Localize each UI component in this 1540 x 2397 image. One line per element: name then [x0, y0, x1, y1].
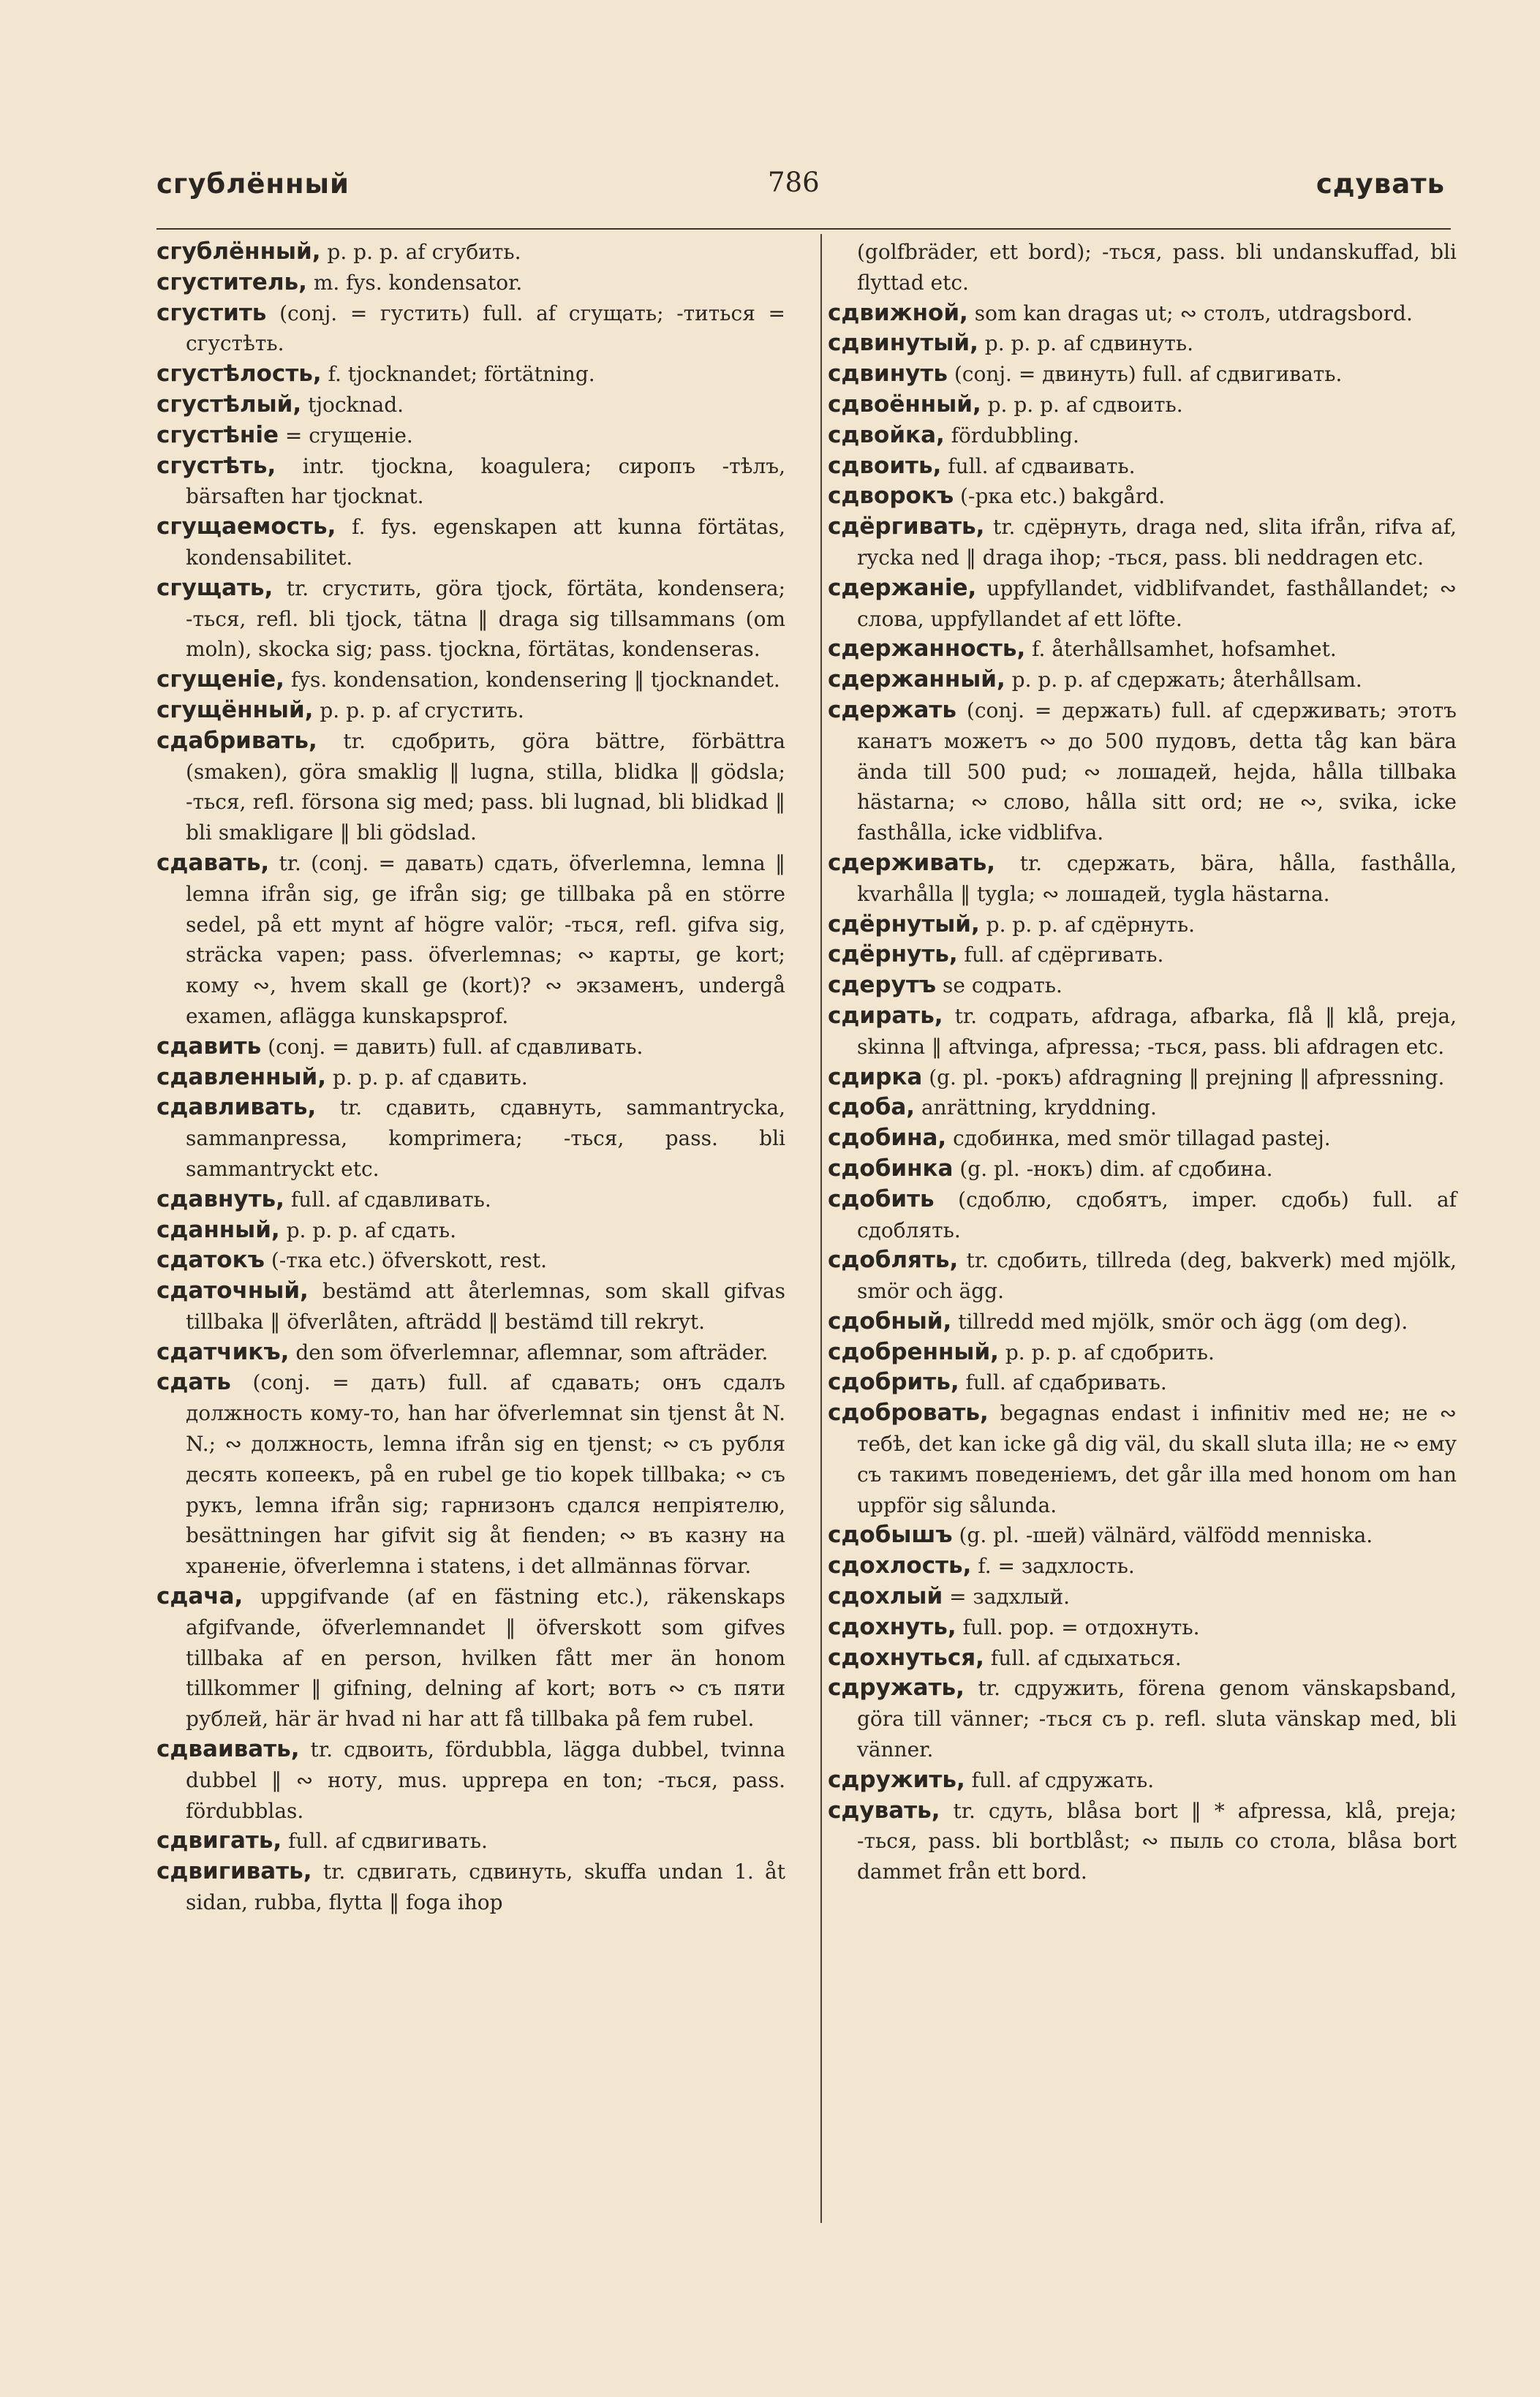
entry-definition: tjocknad. — [301, 392, 404, 417]
entry-definition: full. af сдвигивать. — [282, 1829, 488, 1854]
dictionary-entry — [828, 1796, 1457, 1887]
entry-headword: сдавнуть, — [156, 1185, 284, 1212]
dictionary-entry — [156, 726, 785, 848]
entry-definition: tr. сдержать, bära, hålla, fasthålla, kvarhålla ‖ tygla; ∾ лошадей, tygla hästarna. — [857, 850, 1457, 906]
entry-definition: (g. pl. -шей) välnärd, välfödd menniska. — [952, 1523, 1373, 1548]
entry-headword: сгущеніе, — [156, 666, 284, 693]
entry-definition: tr. сдавить, сдавнуть, sammantrycka, sammanpressa, komprimera; -ться, pass. bli sammantryckt etc. — [186, 1095, 785, 1181]
dictionary-entry — [828, 1062, 1457, 1093]
dictionary-entry — [156, 665, 785, 695]
entry-definition: full. af сдружать. — [965, 1767, 1155, 1792]
dictionary-entry — [828, 1001, 1457, 1062]
entry-definition: full. af сдабривать. — [959, 1370, 1167, 1395]
entry-headword: сдержать — [828, 696, 956, 723]
dictionary-entry — [156, 1734, 785, 1826]
entry-headword: сдерживать, — [828, 849, 996, 876]
entry-headword: сдвигать, — [156, 1827, 282, 1854]
entry-definition: tr. сдвоить, fördubbla, lägga dubbel, tvinna dubbel ‖ ∾ ноту, mus. upprepa en ton; -ться, pass. fördubblas. — [186, 1737, 785, 1823]
entry-headword: сгущаемость, — [156, 513, 336, 540]
dictionary-entry — [156, 1857, 785, 1918]
dictionary-entry — [156, 1337, 785, 1368]
entry-headword: сгублённый, — [156, 238, 321, 265]
entry-headword: сдача, — [156, 1583, 244, 1610]
entry-definition: (golfbräder, ett bord); -ться, pass. bli undanskuffad, bli flyttad etc. — [857, 240, 1457, 295]
dictionary-entry — [156, 1062, 785, 1093]
dictionary-entry — [828, 328, 1457, 359]
entry-headword: сдирать, — [828, 1002, 943, 1029]
dictionary-entry — [828, 451, 1457, 482]
dictionary-entry — [828, 573, 1457, 635]
dictionary-entry — [828, 298, 1457, 329]
entry-definition: begagnas endast i infinitiv med не; не ∾ тебѣ, det kan icke gå dig väl, du skall sluta illa; не ∾ ему съ такимъ поведеніемъ, det går illa med honom om han uppför sig sålunda. — [857, 1401, 1457, 1517]
dictionary-entry — [828, 1673, 1457, 1764]
entry-definition: сдобинка, med smör tillagad pastej. — [946, 1126, 1331, 1151]
entry-headword: сдавать, — [156, 849, 270, 876]
entry-headword: сдохнуться, — [828, 1644, 984, 1671]
entry-headword: сдобровать, — [828, 1400, 989, 1427]
dictionary-entry — [828, 970, 1457, 1001]
dictionary-entry — [156, 451, 785, 513]
dictionary-entry — [156, 512, 785, 573]
entry-definition: tr. сгустить, göra tjock, förtäta, kondensera; -ться, refl. bli tjock, tätna ‖ draga sig tillsammans (om moln), skocka sig; pass. tjockna, förtätas, kondenseras. — [186, 575, 785, 662]
entry-headword: сдворокъ — [828, 483, 954, 510]
entry-definition: m. fys. kondensator. — [306, 270, 523, 295]
dictionary-entry — [156, 1826, 785, 1857]
entry-definition: bestämd att återlemnas, som skall gifvas tillbaka ‖ öfverlåten, afträdd ‖ bestämd till rekryt. — [186, 1279, 785, 1334]
dictionary-entry — [828, 1643, 1457, 1674]
dictionary-entry — [156, 1367, 785, 1582]
dictionary-entry — [156, 390, 785, 420]
entry-headword: сдобышъ — [828, 1522, 953, 1549]
entry-definition: uppgifvande (af en fästning etc.), räkenskaps afgifvande, öfverlemnandet ‖ öfverskott som gifves tillbaka af en person, hvilken fått mer än honom tillkommer ‖ gifning, delning af kort; вотъ ∾ съ пяти рублей, här är hvad ni har att få tillbaka på fem rubel. — [186, 1585, 785, 1732]
entry-definition: = задхлый. — [943, 1585, 1071, 1609]
left-column — [156, 237, 785, 1918]
dictionary-entry — [156, 1582, 785, 1734]
entry-definition: full. af сдваивать. — [941, 453, 1136, 478]
entry-definition: f. = задхлость. — [971, 1554, 1135, 1579]
dictionary-entry — [156, 298, 785, 360]
entry-headword: сгущённый, — [156, 696, 314, 723]
dictionary-entry — [828, 1612, 1457, 1643]
entry-definition: tr. сдружить, förena genom vänskapsband, göra till vänner; -ться съ p. refl. sluta vänskap med, bli vänner. — [857, 1676, 1457, 1762]
dictionary-entry — [828, 695, 1457, 848]
entry-headword: сдвинуть — [828, 361, 948, 388]
entry-headword: сгуститель, — [156, 268, 307, 295]
entry-headword: сдержанность, — [828, 635, 1026, 663]
entry-definition: se содрать. — [936, 973, 1062, 998]
right-column — [828, 237, 1457, 1887]
dictionary-entry — [828, 1520, 1457, 1551]
dictionary-entry — [828, 1154, 1457, 1185]
entry-definition: p. p. p. af сгустить. — [313, 698, 524, 722]
entry-definition: p. p. p. af сдержать; återhållsam. — [1005, 668, 1362, 692]
entry-headword: сдувать, — [828, 1797, 940, 1824]
entry-definition: full. af сдыхаться. — [984, 1645, 1182, 1670]
entry-headword: сдёрнутый, — [828, 910, 980, 937]
column-divider — [820, 234, 822, 2223]
entry-headword: сдобный, — [828, 1307, 952, 1335]
entry-definition: p. p. p. af сгубить. — [320, 240, 521, 264]
entry-headword: сдвижной, — [828, 299, 968, 326]
entry-headword: сдавить — [156, 1033, 262, 1060]
entry-definition: (g. pl. -рокъ) afdragning ‖ prejning ‖ afpressning. — [922, 1065, 1445, 1090]
entry-headword: сдабривать, — [156, 727, 317, 754]
dictionary-entry — [828, 1337, 1457, 1368]
entry-headword: сдобрить, — [828, 1369, 959, 1396]
entry-headword: сдёрнуть, — [828, 941, 958, 968]
dictionary-entry — [828, 1092, 1457, 1123]
entry-definition: p. p. p. af сдать. — [279, 1218, 456, 1242]
entry-headword: сдобить — [828, 1185, 935, 1212]
dictionary-entry — [828, 665, 1457, 695]
dictionary-entry — [828, 1398, 1457, 1520]
entry-headword: сдать — [156, 1369, 231, 1396]
dictionary-entry — [156, 420, 785, 451]
entry-definition: (conj. = держать) full. af сдерживать; этотъ канатъ можетъ ∾ до 500 пудовъ, detta tåg kan bära ända till 500 pud; ∾ лошадей, hejda, hålla tillbaka hästarna; ∾ слово, hålla sitt ord; не ∾, svika, icke fasthålla, icke vidblifva. — [857, 698, 1457, 845]
entry-definition: uppfyllandet, vidblifvandet, fasthållandet; ∾ слова, uppfyllandet af ett löfte. — [857, 575, 1457, 631]
dictionary-entry — [828, 1582, 1457, 1612]
entry-definition: fördubbling. — [944, 423, 1079, 448]
dictionary-entry — [828, 481, 1457, 512]
entry-definition: p. p. p. af сдвинуть. — [978, 331, 1194, 356]
entry-headword: сгустѣть, — [156, 452, 276, 479]
dictionary-entry — [156, 1032, 785, 1062]
entry-definition: (conj. = густить) full. af сгущать; -титься = сгустѣть. — [186, 301, 785, 356]
entry-headword: сдержаніе, — [828, 574, 977, 601]
entry-definition: som kan dragas ut; ∾ столъ, utdragsbord. — [967, 301, 1413, 325]
entry-headword: сдержанный, — [828, 666, 1005, 693]
dictionary-entry — [156, 573, 785, 665]
entry-headword: сдвоённый, — [828, 390, 981, 418]
entry-definition: tr. сдёрнуть, draga ned, slita ifrån, rifva af, rycka ned ‖ draga ihop; -ться, pass. bli neddragen etc. — [857, 515, 1457, 570]
header-left-word: сгублённый — [156, 168, 350, 200]
dictionary-entry — [828, 237, 1457, 298]
dictionary-entry — [828, 1551, 1457, 1582]
entry-headword: сдавливать, — [156, 1094, 317, 1121]
entry-headword: сдружить, — [828, 1766, 965, 1793]
entry-headword: сгустѣлый, — [156, 390, 302, 418]
entry-headword: сдёргивать, — [828, 513, 985, 540]
entry-headword: сдвигивать, — [156, 1858, 312, 1885]
entry-definition: anrättning, kryddning. — [915, 1095, 1157, 1120]
entry-definition: tillredd med mjölk, smör och ägg (om deg). — [951, 1309, 1408, 1334]
entry-headword: сдвоить, — [828, 452, 942, 479]
entry-headword: сдружать, — [828, 1675, 965, 1702]
entry-definition: (-тка etc.) öfverskott, rest. — [264, 1248, 548, 1273]
entry-headword: сдобренный, — [828, 1338, 999, 1365]
header-right-word: сдувать — [1316, 168, 1445, 200]
entry-definition: (g. pl. -нокъ) dim. af сдобина. — [953, 1156, 1273, 1181]
dictionary-entry — [828, 910, 1457, 940]
entry-definition: (conj. = давить) full. af сдавливать. — [261, 1034, 643, 1059]
dictionary-entry — [156, 359, 785, 390]
entry-headword: сдваивать, — [156, 1736, 300, 1763]
entry-definition: tr. содрать, afdraga, afbarka, flå ‖ klå, preja, skinna ‖ aftvinga, afpressa; -ться, pass. bli afdragen etc. — [857, 1003, 1457, 1059]
entry-headword: сгустѣніе — [156, 421, 279, 448]
entry-definition: p. p. p. af сдёрнуть. — [979, 912, 1195, 937]
entry-headword: сдобина, — [828, 1125, 947, 1152]
entry-headword: сдоблять, — [828, 1247, 959, 1274]
entry-headword: сдавленный, — [156, 1063, 327, 1090]
dictionary-entry — [156, 1185, 785, 1215]
entry-headword: сдоба, — [828, 1094, 916, 1121]
dictionary-entry — [828, 390, 1457, 420]
dictionary-entry — [828, 1245, 1457, 1307]
page-number: 786 — [768, 167, 820, 198]
entry-headword: сдерутъ — [828, 972, 937, 999]
header-rule — [156, 228, 1451, 230]
entry-definition: f. tjocknandet; förtätning. — [321, 362, 595, 387]
entry-headword: сдатчикъ, — [156, 1338, 290, 1365]
entry-definition: full. pop. = отдохнуть. — [956, 1615, 1200, 1639]
entry-definition: tr. сдуть, blåsa bort ‖ * afpressa, klå, preja; -ться, pass. bli bortblåst; ∾ пыль со стола, blåsa bort dammet från ett bord. — [857, 1798, 1457, 1884]
dictionary-entry — [828, 1367, 1457, 1398]
entry-headword: сгустѣлость, — [156, 361, 322, 388]
entry-definition: full. af сдавливать. — [284, 1187, 491, 1212]
dictionary-entry — [156, 1276, 785, 1337]
dictionary-entry — [828, 420, 1457, 451]
entry-definition: den som öfverlemnar, aflemnar, som afträder. — [289, 1340, 769, 1364]
entry-definition: f. återhållsamhet, hofsamhet. — [1025, 637, 1337, 662]
entry-headword: сдохнуть, — [828, 1613, 956, 1640]
dictionary-entry — [828, 634, 1457, 665]
entry-definition: tr. (conj. = давать) сдать, öfverlemna, lemna ‖ lemna ifrån sig, ge ifrån sig; ge tillbaka på en större sedel, på ett mynt af högre valör; -ться, refl. gifva sig, sträcka vapen; pass. öfverlemnas; ∾ карты, ge kort; кому ∾, hvem skall ge (kort)? ∾ экзаменъ, undergå examen, aflägga kunskapsprof. — [186, 850, 785, 1028]
entry-headword: сдатокъ — [156, 1247, 265, 1274]
entry-headword: сдвойка, — [828, 421, 945, 448]
dictionary-entry — [156, 1092, 785, 1184]
entry-definition: (conj. = дать) full. af сдавать; онъ сдалъ должность кому-то, han har öfverlemnat sin tjenst åt N. N.; ∾ должность, lemna ifrån sig en tjenst; ∾ съ рубля десять копеекъ, på en rubel ge tio kopek tillbaka; ∾ съ рукъ, lemna ifrån sig; гарнизонъ сдался непріятелю, besättningen har gifvit sig åt fienden; ∾ въ казну на храненіе, öfverlemna i statens, i det allmännas förvar. — [186, 1370, 785, 1579]
entry-definition: = сгущеніе. — [279, 423, 413, 448]
dictionary-entry — [156, 695, 785, 726]
entry-definition: tr. сдобить, tillreda (deg, bakverk) med mjölk, smör och ägg. — [857, 1248, 1457, 1304]
dictionary-entry — [828, 940, 1457, 970]
entry-definition: (-рка etc.) bakgård. — [954, 484, 1166, 509]
entry-definition: (сдоблю, сдобятъ, imper. сдобь) full. af сдоблять. — [857, 1187, 1457, 1242]
dictionary-entry — [828, 512, 1457, 573]
dictionary-entry — [156, 268, 785, 298]
dictionary-entry — [828, 1765, 1457, 1796]
entry-headword: сгущать, — [156, 574, 273, 601]
entry-definition: full. af сдёргивать. — [957, 943, 1164, 967]
entry-definition: p. p. p. af сдавить. — [326, 1065, 528, 1090]
dictionary-entry — [828, 848, 1457, 910]
entry-definition: tr. сдобрить, göra bättre, förbättra (smaken), göra smaklig ‖ lugna, stilla, blidka ‖ gödsla; -ться, refl. försona sig med; pass. bli lugnad, bli blidkad ‖ bli smakligare ‖ bli gödslad. — [186, 728, 785, 845]
entry-definition: fys. kondensation, kondensering ‖ tjocknandet. — [284, 668, 780, 692]
entry-headword: сдвинутый, — [828, 330, 978, 357]
dictionary-entry — [156, 237, 785, 268]
entry-definition: tr. сдвигать, сдвинуть, skuffa undan 1. åt sidan, rubba, flytta ‖ foga ihop — [186, 1860, 785, 1915]
entry-definition: p. p. p. af сдвоить. — [981, 392, 1183, 417]
dictionary-entry — [156, 1245, 785, 1276]
dictionary-entry — [828, 1123, 1457, 1154]
entry-headword: сдирка — [828, 1063, 923, 1090]
dictionary-entry — [156, 1215, 785, 1246]
entry-definition: p. p. p. af сдобрить. — [998, 1340, 1215, 1364]
entry-headword: сдаточный, — [156, 1277, 309, 1305]
dictionary-entry — [828, 1307, 1457, 1337]
entry-definition: intr. tjockna, koagulera; сиропъ -тѣлъ, bärsaften har tjocknat. — [186, 453, 785, 509]
entry-definition: f. fys. egenskapen att kunna förtätas, kondensabilitet. — [186, 515, 785, 570]
entry-headword: сдобинка — [828, 1155, 954, 1182]
entry-headword: сданный, — [156, 1216, 280, 1243]
dictionary-entry — [156, 848, 785, 1032]
entry-headword: сгустить — [156, 299, 267, 326]
dictionary-entry — [828, 359, 1457, 390]
dictionary-entry — [828, 1185, 1457, 1246]
entry-definition: (conj. = двинуть) full. af сдвигивать. — [947, 362, 1343, 387]
entry-headword: сдохлый — [828, 1583, 943, 1610]
entry-headword: сдохлость, — [828, 1552, 972, 1579]
